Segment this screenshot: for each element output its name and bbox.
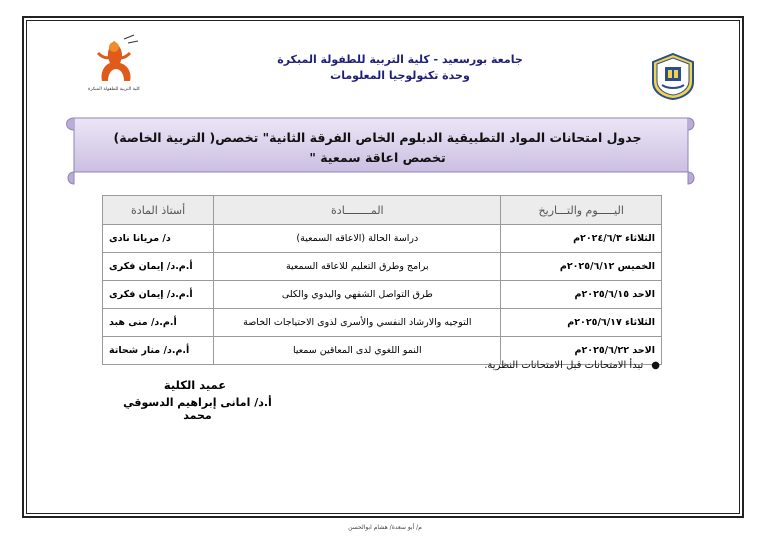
faculty-logo-icon <box>84 33 144 93</box>
row-professor: أ.م.د/ إيمان فكرى <box>109 261 193 272</box>
row-date: الاحد ٢٠٢٥/٦/١٥م <box>501 281 662 309</box>
page-title <box>80 128 675 168</box>
university-logo-icon <box>650 52 696 100</box>
page-title-line2: تخصص اعاقة سمعية " <box>309 150 446 165</box>
row-date: الثلاثاء ٢٠٢٥/٦/١٧م <box>501 309 662 337</box>
row-date: الاحد ٢٠٢٥/٦/٢٢م <box>501 337 662 365</box>
row-date: الثلاثاء ٢٠٢٤/٦/٣م <box>501 225 662 253</box>
signature-title: عميد الكلية <box>163 378 227 392</box>
bullet-icon: ● <box>651 360 660 371</box>
signature-name: أ.د/ امانى إبراهيم الدسوقي محمد <box>123 396 272 422</box>
exam-note-text: تبدأ الامتحانات قبل الامتحانات النظرية. <box>484 360 644 371</box>
row-professor: د/ مريانا نادى <box>109 233 171 244</box>
row-professor: أ.م.د/ إيمان فكرى <box>109 289 193 300</box>
page-title-line1: جدول امتحانات المواد التطبيقية الدبلوم الخاص الفرقة الثانية" تخصص( التربية الخاصة) <box>113 130 642 145</box>
header-unit-line: وحدة تكنولوجيا المعلومات <box>330 69 470 82</box>
faculty-logo-caption: كلية التربية للطفولة المبكرة <box>87 87 141 92</box>
header-university-line: جامعة بورسعيد - كلية التربية للطفولة المبكرة <box>277 53 523 66</box>
footer-credit: م/ أبو سعدة/ هشام ابوالحسن <box>348 524 422 531</box>
row-subject: النمو اللغوي لدى المعاقين سمعيا <box>214 337 501 365</box>
row-subject: برامج وطرق التعليم للاعاقه السمعية <box>214 253 501 281</box>
table-row <box>103 253 662 281</box>
row-professor: أ.م.د/ منى هبد <box>109 317 177 328</box>
table-row <box>103 309 662 337</box>
table-row <box>103 225 662 253</box>
row-professor: أ.م.د/ منار شحاتة <box>109 345 190 356</box>
exam-schedule-table <box>102 195 662 365</box>
row-date: الخميس ٢٠٢٥/٦/١٢م <box>501 253 662 281</box>
table-row <box>103 281 662 309</box>
header-professor: أستاذ المادة <box>103 196 214 225</box>
row-subject: دراسة الحالة (الاعاقه السمعية) <box>214 225 501 253</box>
exam-note <box>440 360 660 371</box>
header-subject: المــــــــادة <box>214 196 501 225</box>
header <box>270 52 530 84</box>
row-subject: التوجيه والارشاد النفسي والأسرى لذوى الاحتياجات الخاصة <box>214 309 501 337</box>
row-subject: طرق التواصل الشفهي واليدوي والكلى <box>214 281 501 309</box>
header-date: اليـــــوم والتـــاريخ <box>501 196 662 225</box>
table-header-row <box>103 196 662 225</box>
